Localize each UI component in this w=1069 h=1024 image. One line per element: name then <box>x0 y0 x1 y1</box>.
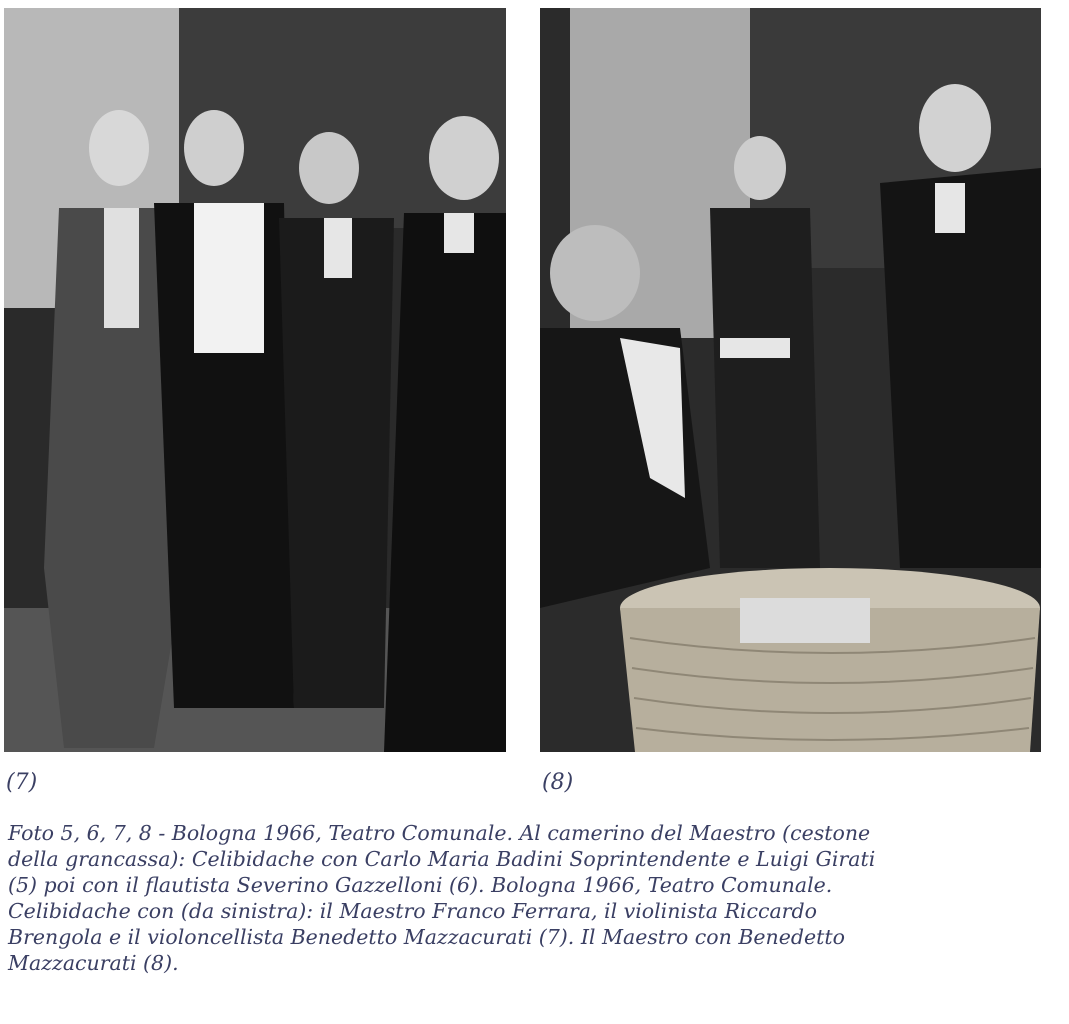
caption-line: (5) poi con il flautista Severino Gazzelloni (6). Bologna 1966, Teatro Comunale. <box>8 873 833 897</box>
caption-line: della grancassa): Celibidache con Carlo Maria Badini Soprintendente e Luigi Girati <box>8 847 876 871</box>
photo-four-men-icon <box>4 8 506 752</box>
photo-seated-conversation-icon <box>540 8 1041 752</box>
photo-7 <box>4 8 506 752</box>
photo-label-7: (7) <box>6 770 38 795</box>
caption <box>8 820 1048 976</box>
caption-line: Celibidache con (da sinistra): il Maestro Franco Ferrara, il violinista Riccardo <box>8 899 817 923</box>
photo-label-8: (8) <box>542 770 574 795</box>
caption-line: Brengola e il violoncellista Benedetto Mazzacurati (7). Il Maestro con Benedetto <box>8 925 845 949</box>
caption-line: Mazzacurati (8). <box>8 951 179 975</box>
photo-8 <box>540 8 1041 752</box>
caption-line: Foto 5, 6, 7, 8 - Bologna 1966, Teatro Comunale. Al camerino del Maestro (cestone <box>8 821 871 845</box>
